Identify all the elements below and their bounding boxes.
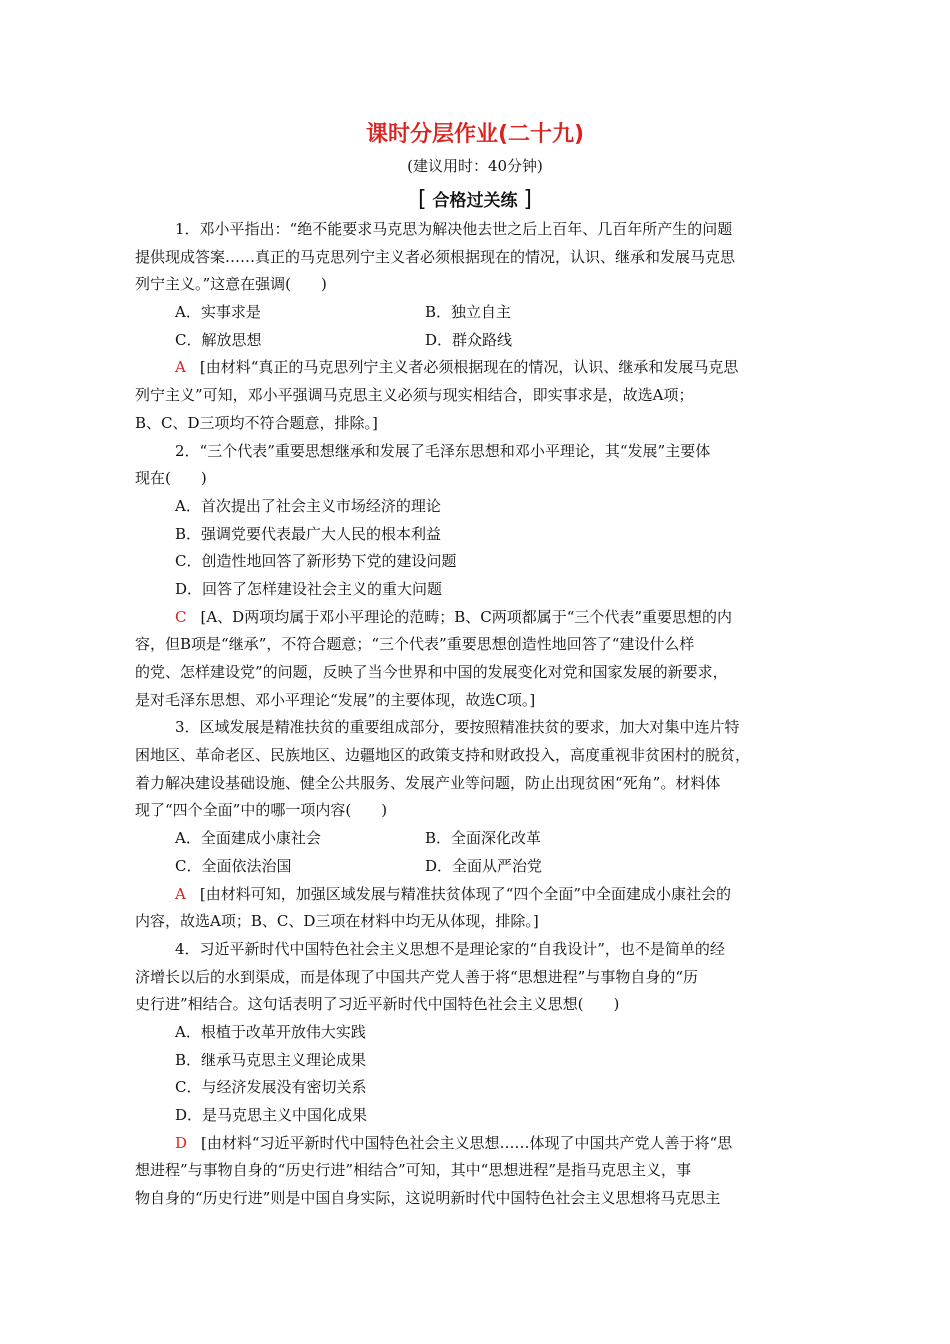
answer-1-line: B、C、D三项均不符合题意，排除。]	[135, 413, 378, 432]
question-3-options-row	[135, 825, 820, 853]
suggested-time: (建议用时：40分钟)	[407, 157, 543, 175]
option-c: C．与经济发展没有密切关系	[175, 1078, 367, 1097]
option-c: C．全面依法治国	[175, 856, 292, 875]
question-2-line: 2．“三个代表”重要思想继承和发展了毛泽东思想和邓小平理论，其“发展”主要体	[175, 441, 711, 460]
answer-3-line	[135, 881, 820, 909]
question-1-options-row	[135, 327, 820, 355]
explanation-text: [由材料“真正的马克思列宁主义者必须根据现在的情况，认识、继承和发展马克思	[199, 358, 739, 377]
option-a: A．首次提出了社会主义市场经济的理论	[175, 496, 441, 515]
answer-4-line: 想进程”与事物自身的“历史行进”相结合”可知，其中“思想进程”是指马克思主义，事	[135, 1161, 692, 1180]
question-1-line: 提供现成答案……真正的马克思列宁主义者必须根据现在的情况，认识、继承和发展马克思	[135, 247, 736, 266]
answer-3-line: 内容，故选A项；B、C、D三项在材料中均无从体现，排除。]	[135, 912, 539, 931]
option-d: D．全面从严治党	[425, 856, 543, 875]
answer-2-line	[135, 604, 820, 632]
page-title: 课时分层作业(二十九)	[365, 122, 585, 147]
option-a: A．根植于改革开放伟大实践	[175, 1022, 366, 1041]
question-1-options-row	[135, 299, 820, 327]
answer-letter: A	[175, 884, 186, 903]
answer-letter: D	[175, 1133, 188, 1152]
answer-2-line: 是对毛泽东思想、邓小平理论“发展”的主要体现，故选C项。]	[135, 690, 536, 709]
question-2-line: 现在( )	[135, 469, 207, 488]
option-a: A．实事求是	[175, 303, 261, 322]
explanation-text: [由材料可知，加强区域发展与精准扶贫体现了“四个全面”中全面建成小康社会的	[199, 884, 732, 903]
question-1-line: 列宁主义。”这意在强调( )	[135, 275, 327, 294]
left-bracket-icon: [	[417, 187, 427, 212]
option-c: C．创造性地回答了新形势下党的建设问题	[175, 552, 457, 571]
explanation-text: [由材料“习近平新时代中国特色社会主义思想……体现了中国共产党人善于将“思	[201, 1133, 733, 1152]
question-3-options-row	[135, 853, 820, 881]
option-a: A．全面建成小康社会	[175, 829, 321, 848]
option-b: B．强调党要代表最广大人民的根本利益	[175, 524, 442, 543]
answer-letter: A	[175, 358, 186, 377]
right-bracket-icon: ]	[523, 187, 533, 212]
question-3-line: 现了“四个全面”中的哪一项内容( )	[135, 801, 388, 820]
answer-1-line	[135, 354, 820, 382]
option-d: D．回答了怎样建设社会主义的重大问题	[175, 579, 443, 598]
option-b: B．独立自主	[425, 303, 512, 322]
answer-4-line	[135, 1130, 820, 1158]
answer-2-line: 容，但B项是“继承”，不符合题意；“三个代表”重要思想创造性地回答了“建设什么样	[135, 635, 695, 654]
section-label: 合格过关练	[432, 191, 518, 211]
answer-4-line: 物自身的“历史行进”则是中国自身实际，这说明新时代中国特色社会主义思想将马克思主	[135, 1189, 721, 1208]
question-3-line: 着力解决建设基础设施、健全公共服务、发展产业等问题，防止出现贫困“死角”。材料体	[135, 773, 721, 792]
answer-1-line: 列宁主义”可知，邓小平强调马克思主义必须与现实相结合，即实事求是，故选A项；	[135, 386, 694, 405]
section-heading	[0, 186, 950, 215]
answer-2-line: 的党、怎样建设党”的问题，反映了当今世界和中国的发展变化对党和国家发展的新要求，	[135, 663, 728, 681]
question-1-line: 1．邓小平指出：“绝不能要求马克思为解决他去世之后上百年、几百年所产生的问题	[175, 220, 733, 238]
question-list	[135, 216, 820, 1213]
question-3-line: 3．区域发展是精准扶贫的重要组成部分，要按照精准扶贫的要求，加大对集中连片特	[175, 718, 740, 737]
explanation-text: [A、D两项均属于邓小平理论的范畴；B、C两项都属于“三个代表”重要思想的内	[200, 607, 733, 626]
option-b: B．全面深化改革	[425, 829, 542, 848]
option-c: C．解放思想	[175, 330, 262, 349]
option-b: B．继承马克思主义理论成果	[175, 1050, 367, 1069]
question-4-line: 4．习近平新时代中国特色社会主义思想不是理论家的“自我设计”，也不是简单的经	[175, 939, 725, 958]
question-4-line: 史行进”相结合。这句话表明了习近平新时代中国特色社会主义思想( )	[135, 995, 620, 1014]
option-d: D．群众路线	[425, 330, 513, 349]
question-3-line: 困地区、革命老区、民族地区、边疆地区的政策支持和财政投入，高度重视非贫困村的脱贫，	[135, 746, 751, 765]
option-d: D．是马克思主义中国化成果	[175, 1106, 368, 1124]
answer-letter: C	[175, 607, 187, 626]
question-4-line: 济增长以后的水到渠成，而是体现了中国共产党人善于将“思想进程”与事物自身的“历	[135, 967, 699, 986]
